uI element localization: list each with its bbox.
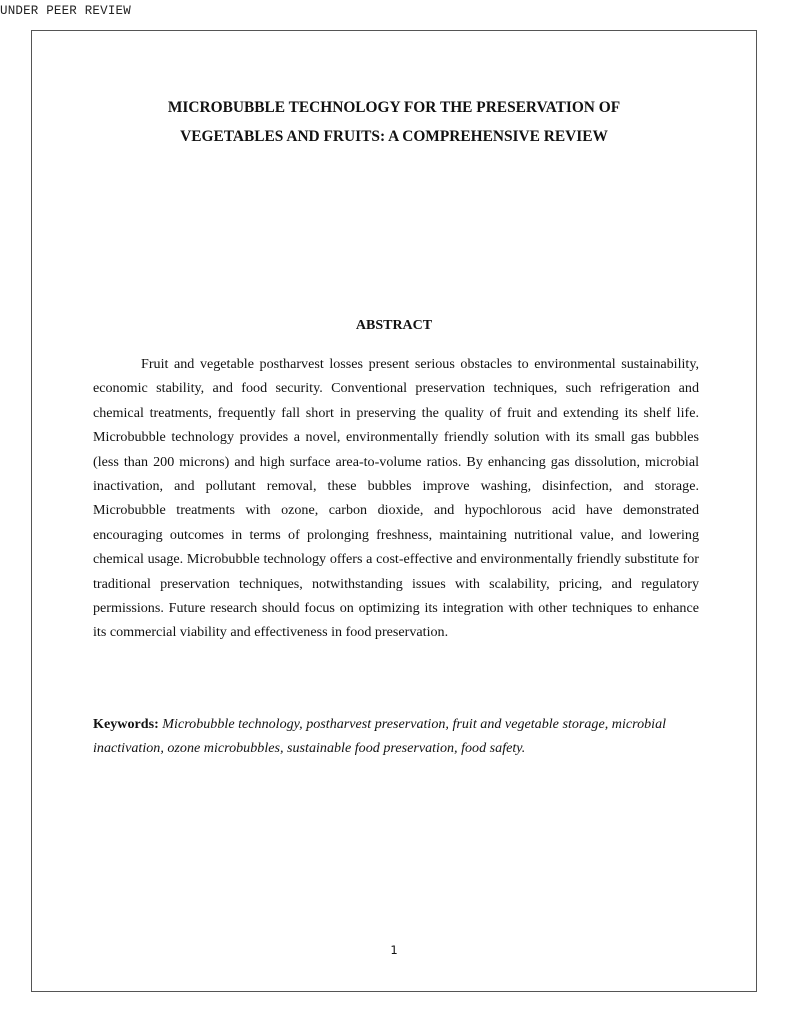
keywords-label: Keywords: (93, 716, 159, 732)
paper-title-line-2: VEGETABLES AND FRUITS: A COMPREHENSIVE REVIEW (180, 128, 608, 145)
paper-title-line-1: MICROBUBBLE TECHNOLOGY FOR THE PRESERVATION OF (167, 99, 621, 116)
paper-title (32, 93, 756, 151)
abstract-heading: ABSTRACT (355, 318, 433, 333)
keywords-text: Microbubble technology, postharvest preservation, fruit and vegetable storage, microbial inactivation, ozone microbubbles, sustainable food preservation, food safety. (93, 716, 667, 757)
keywords (93, 712, 699, 761)
page-frame (31, 30, 757, 992)
abstract-body: Fruit and vegetable postharvest losses present serious obstacles to environmental sustainability, economic stability, and food security. Conventional preservation techniques, such refrigeration and chemical treatments, frequently fall short in preserving the quality of fruit and extending its shelf life. Microbubble technology provides a novel, environmentally friendly solution with its small gas bubbles (less than 200 microns) and high surface area-to-volume ratios. By enhancing gas dissolution, microbial inactivation, and pollutant removal, these bubbles improve washing, disinfection, and storage. Microbubble treatments with ozone, carbon dioxide, and hypochlorous acid have demonstrated encouraging outcomes in terms of prolonging freshness, maintaining nutritional value, and lowering chemical usage. Microbubble technology offers a cost-effective and environmentally friendly substitute for traditional preservation techniques, notwithstanding issues with scalability, pricing, and regulatory permissions. Future research should focus on optimizing its integration with other techniques to enhance its commercial viability and effectiveness in food preservation. (93, 356, 699, 641)
page-number: 1 (390, 943, 398, 957)
under-peer-review-watermark: UNDER PEER REVIEW (0, 4, 131, 18)
